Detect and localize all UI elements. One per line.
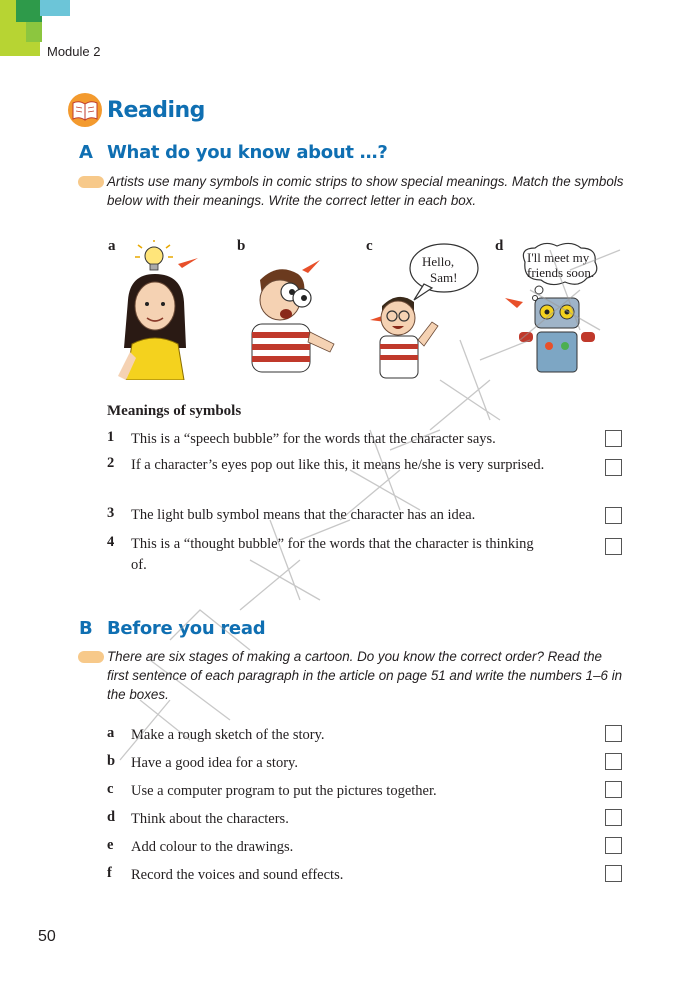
section-a-letter: A [79, 142, 93, 163]
stage-letter: b [107, 753, 116, 769]
answer-box[interactable] [605, 538, 622, 555]
stage-letter: e [107, 837, 114, 853]
picture-letter-c: c [366, 238, 373, 254]
answer-box[interactable] [605, 459, 622, 476]
meaning-text: The light bulb symbol means that the character has an idea. [131, 507, 476, 523]
meaning-text: If a character’s eyes pop out like this, it means he/she is very surprised. [131, 457, 545, 473]
speech-bubble-icon [410, 244, 478, 300]
boy-with-popping-eyes-illustration [238, 240, 358, 380]
speech-bubble-line-2: Sam! [430, 270, 458, 285]
stage-text: Think about the characters. [131, 811, 289, 827]
stage-text: Make a rough sketch of the story. [131, 727, 325, 743]
picture-letter-d: d [495, 238, 504, 254]
answer-box[interactable] [605, 725, 622, 742]
girl-with-light-bulb-illustration [110, 240, 230, 380]
corner-decoration [40, 0, 70, 16]
meaning-number: 2 [107, 455, 115, 471]
section-b-letter: B [79, 618, 93, 639]
corner-decoration [16, 0, 42, 22]
section-a-title: What do you know about …? [107, 142, 388, 163]
meaning-text: This is a “speech bubble” for the words that the character says. [131, 431, 496, 447]
answer-box[interactable] [605, 781, 622, 798]
answer-box[interactable] [605, 865, 622, 882]
meaning-number: 4 [107, 534, 115, 550]
stage-text: Use a computer program to put the pictures together. [131, 783, 437, 799]
answer-box[interactable] [605, 753, 622, 770]
stage-letter: f [107, 865, 112, 881]
stage-text: Have a good idea for a story. [131, 755, 298, 771]
meaning-number: 1 [107, 429, 115, 445]
open-book-icon [67, 92, 103, 128]
speech-bubble-line-1: Hello, [422, 254, 455, 269]
answer-box[interactable] [605, 507, 622, 524]
meaning-number: 3 [107, 505, 115, 521]
instruction-marker [78, 651, 104, 663]
answer-box[interactable] [605, 837, 622, 854]
section-b-instruction: There are six stages of making a cartoon. Do you know the correct order? Read the first sentence of each paragraph in the article on page 51 and write the numbers 1–6 in the boxes. [107, 649, 623, 702]
page-number: 50 [38, 928, 56, 945]
stage-letter: d [107, 809, 116, 825]
meaning-text: This is a “thought bubble” for the words that the character is thinking of. [131, 536, 534, 573]
stage-letter: a [107, 725, 115, 741]
light-bulb-icon [135, 240, 173, 270]
stage-text: Add colour to the drawings. [131, 839, 294, 855]
section-a-instruction: Artists use many symbols in comic strips to show special meanings. Match the symbols below with their meanings. Write the correct letter in each box. [107, 174, 624, 208]
section-b-title: Before you read [107, 618, 266, 639]
robot-with-thought-bubble-illustration [505, 240, 625, 380]
answer-box[interactable] [605, 809, 622, 826]
boy-with-speech-bubble-illustration [362, 240, 482, 380]
stage-letter: c [107, 781, 114, 797]
reading-title: Reading [107, 98, 205, 123]
thought-bubble-line-1: I'll meet my [527, 250, 590, 265]
picture-letter-b: b [237, 238, 246, 254]
thought-bubble-line-2: friends soon. [527, 265, 595, 280]
meanings-heading: Meanings of symbols [107, 403, 242, 419]
instruction-marker [78, 176, 104, 188]
module-label: Module 2 [47, 44, 101, 59]
answer-box[interactable] [605, 430, 622, 447]
picture-letter-a: a [108, 238, 116, 254]
stage-text: Record the voices and sound effects. [131, 867, 344, 883]
thought-bubble-icon [523, 243, 596, 300]
